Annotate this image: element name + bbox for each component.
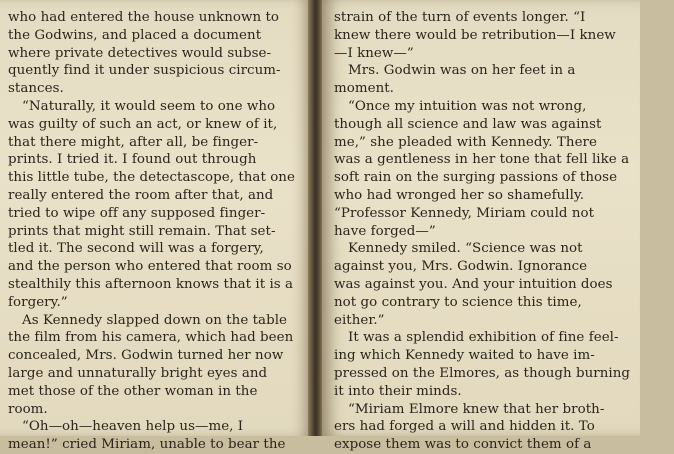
text-line: was a gentleness in her tone that fell like a bbox=[334, 152, 630, 168]
text-line: “Professor Kennedy, Miriam could not bbox=[334, 205, 595, 221]
text-line: large and unnaturally bright eyes and bbox=[8, 365, 268, 381]
text-line: either.” bbox=[334, 312, 385, 328]
text-line: have forged—” bbox=[334, 223, 436, 239]
text-line: was guilty of such an act, or knew of it, bbox=[8, 116, 278, 132]
text-line: knew there would be retribution—I knew bbox=[334, 27, 616, 43]
text-line: tried to wipe off any supposed finger- bbox=[8, 205, 266, 221]
text-line: mean!” cried Miriam, unable to bear the bbox=[8, 437, 286, 453]
right-page-text bbox=[334, 9, 674, 454]
text-line: was against you. And your intuition does bbox=[334, 276, 613, 292]
text-line: the Godwins, and placed a document bbox=[8, 27, 262, 43]
text-line: prints that might still remain. That set- bbox=[8, 223, 276, 239]
text-line: ers had forged a will and hidden it. To bbox=[334, 419, 595, 435]
text-line: me,” she pleaded with Kennedy. There bbox=[334, 134, 597, 150]
text-line: tled it. The second will was a forgery, bbox=[8, 241, 264, 257]
text-line: It was a splendid exhibition of fine feel- bbox=[348, 330, 619, 346]
text-line: forgery.” bbox=[8, 294, 68, 310]
text-line: pressed on the Elmores, as though burning bbox=[334, 365, 631, 381]
text-line: though all science and law was against bbox=[334, 116, 602, 132]
text-line: Mrs. Godwin was on her feet in a bbox=[348, 63, 576, 79]
text-line: quently find it under suspicious circum- bbox=[8, 63, 281, 79]
text-line: ing which Kennedy waited to have im- bbox=[334, 348, 595, 364]
text-line: Kennedy smiled. “Science was not bbox=[348, 241, 583, 257]
text-line: against you, Mrs. Godwin. Ignorance bbox=[334, 259, 588, 275]
text-line: “Once my intuition was not wrong, bbox=[348, 98, 587, 114]
text-line: it into their minds. bbox=[334, 383, 462, 399]
text-line: “Naturally, it would seem to one who bbox=[22, 98, 276, 114]
text-line: moment. bbox=[334, 81, 394, 97]
text-line: who had wronged her so shamefully. bbox=[334, 187, 585, 203]
text-line: the film from his camera, which had been bbox=[8, 330, 294, 346]
text-line: not go contrary to science this time, bbox=[334, 294, 582, 310]
text-line: “Oh—oh—heaven help us—me, I bbox=[22, 419, 244, 435]
text-line: stealthily this afternoon knows that it is a bbox=[8, 276, 294, 292]
text-line: As Kennedy slapped down on the table bbox=[22, 312, 288, 328]
text-line: and the person who entered that room so bbox=[8, 259, 292, 275]
text-line: concealed, Mrs. Godwin turned her now bbox=[8, 348, 284, 364]
text-line: soft rain on the surging passions of those bbox=[334, 170, 618, 186]
text-line: this little tube, the detectascope, that one bbox=[8, 170, 295, 186]
text-line: prints. I tried it. I found out through bbox=[8, 152, 257, 168]
text-line: room. bbox=[8, 401, 48, 417]
text-line: strain of the turn of events longer. “I bbox=[334, 10, 586, 25]
text-line: stances. bbox=[8, 81, 64, 97]
text-line: “Miriam Elmore knew that her broth- bbox=[348, 401, 605, 417]
text-line: really entered the room after that, and bbox=[8, 187, 274, 203]
left-page-text bbox=[8, 9, 338, 454]
text-line: —I knew—” bbox=[334, 45, 414, 61]
text-line: that there might, after all, be finger- bbox=[8, 134, 259, 150]
right-page bbox=[322, 0, 640, 453]
text-line: expose them was to convict them of a bbox=[334, 437, 592, 453]
text-line: where private detectives would subse- bbox=[8, 45, 272, 61]
text-line: met those of the other woman in the bbox=[8, 383, 258, 399]
left-page bbox=[0, 0, 310, 453]
text-line: who had entered the house unknown to bbox=[8, 10, 280, 25]
